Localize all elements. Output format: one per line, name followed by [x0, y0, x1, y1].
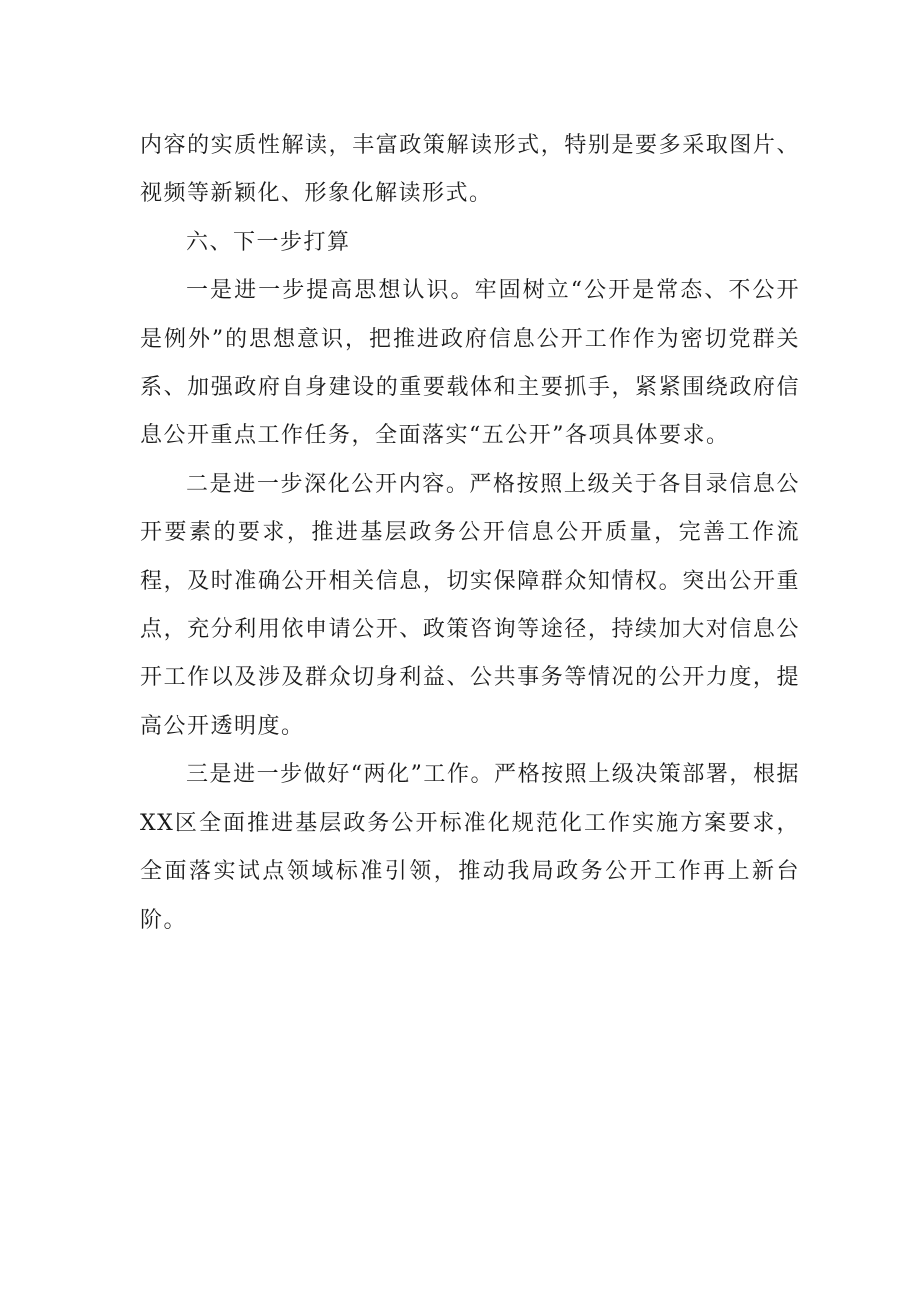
document-body [140, 122, 800, 945]
paragraph-point-one: 一是进一步提高思想认识。牢固树立“公开是常态、不公开是例外”的思想意识，把推进政府信息公开工作作为密切党群关系、加强政府自身建设的重要载体和主要抓手，紧紧围绕政府信息公开重点工作任务，全面落实“五公开”各项具体要求。 [140, 278, 800, 449]
paragraph-point-three: 三是进一步做好“两化”工作。严格按照上级决策部署，根据XX区全面推进基层政务公开标准化规范化工作实施方案要求，全面落实试点领域标准引领，推动我局政务公开工作再上新台阶。 [140, 762, 800, 933]
section-heading-next-steps: 六、下一步打算 [186, 229, 351, 255]
paragraph-continuation: 内容的实质性解读，丰富政策解读形式，特别是要多采取图片、视频等新颖化、形象化解读形式。 [140, 133, 800, 207]
paragraph-point-two: 二是进一步深化公开内容。严格按照上级关于各目录信息公开要素的要求，推进基层政务公开信息公开质量，完善工作流程，及时准确公开相关信息，切实保障群众知情权。突出公开重点，充分利用依申请公开、政策咨询等途径，持续加大对信息公开工作以及涉及群众切身利益、公共事务等情况的公开力度，提高公开透明度。 [140, 471, 800, 739]
